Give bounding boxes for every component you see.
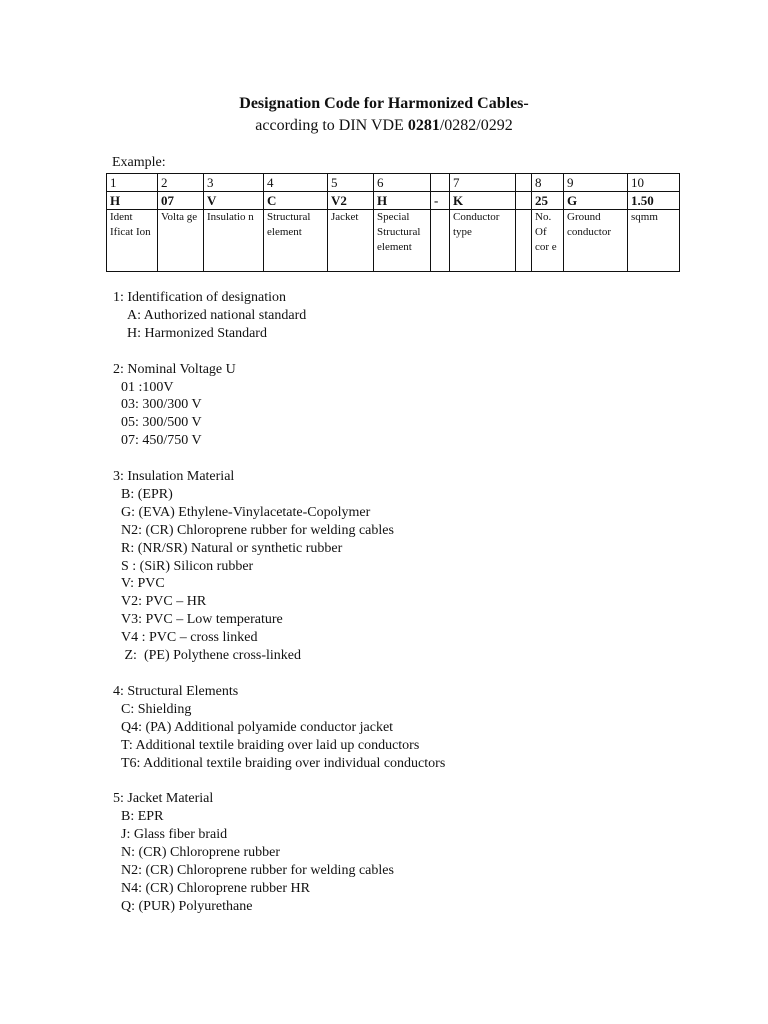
table-cell-number: 9 <box>564 174 628 192</box>
section-item: N: (CR) Chloroprene rubber <box>121 845 281 861</box>
section-item: V2: PVC – HR <box>121 594 207 610</box>
section-item: 07: 450/750 V <box>121 433 202 449</box>
table-row-descriptions <box>107 210 680 272</box>
table-cell-value: - <box>431 192 450 210</box>
section-item: N2: (CR) Chloroprene rubber for welding cables <box>121 522 394 538</box>
section-item: V3: PVC – Low temperature <box>121 612 283 628</box>
table-cell-number: 6 <box>374 174 431 192</box>
table-cell-number <box>431 174 450 192</box>
section-item: B: EPR <box>121 809 164 825</box>
section-spacer <box>113 343 445 361</box>
example-label: Example: <box>112 155 166 170</box>
section-item: V4 : PVC – cross linked <box>121 630 258 646</box>
table-cell-description: No. Of cor e <box>532 210 564 272</box>
table-cell-number: 10 <box>628 174 680 192</box>
table-cell-value: C <box>264 192 328 210</box>
table-cell-value: V <box>204 192 264 210</box>
section-item: 05: 300/500 V <box>121 415 202 431</box>
table-cell-number <box>516 174 532 192</box>
table-cell-value: 07 <box>158 192 204 210</box>
section-item: 03: 300/300 V <box>121 397 202 413</box>
section-item: N2: (CR) Chloroprene rubber for welding cables <box>121 862 394 878</box>
subtitle-prefix: according to DIN VDE <box>255 117 408 134</box>
table-cell-description: Insulatio n <box>204 210 264 272</box>
section-item: Q4: (PA) Additional polyamide conductor jacket <box>121 719 394 735</box>
table-cell-number: 5 <box>328 174 374 192</box>
section-item: T: Additional textile braiding over laid up conductors <box>121 737 420 753</box>
section-item: A: Authorized national standard <box>127 307 307 323</box>
table-row-numbers <box>107 174 680 192</box>
table-cell-description: sqmm <box>628 210 680 272</box>
table-cell-value: K <box>450 192 516 210</box>
code-sections <box>113 289 445 916</box>
table-cell-value: V2 <box>328 192 374 210</box>
code-section <box>113 683 445 773</box>
section-heading: 5: Jacket Material <box>113 791 214 807</box>
table-cell-value: H <box>107 192 158 210</box>
table-cell-number: 1 <box>107 174 158 192</box>
table-cell-description: Volta ge <box>158 210 204 272</box>
table-cell-value: H <box>374 192 431 210</box>
section-item: Z: (PE) Polythene cross-linked <box>121 648 302 664</box>
document-subtitle <box>0 117 768 135</box>
table-cell-number: 8 <box>532 174 564 192</box>
section-spacer <box>113 450 445 468</box>
section-item: T6: Additional textile braiding over individual conductors <box>121 755 446 771</box>
section-item: H: Harmonized Standard <box>127 325 267 341</box>
table-row-values <box>107 192 680 210</box>
section-heading: 3: Insulation Material <box>113 469 235 485</box>
table-cell-description: Conductor type <box>450 210 516 272</box>
section-item: V: PVC <box>121 576 165 592</box>
section-item: N4: (CR) Chloroprene rubber HR <box>121 880 310 896</box>
section-item: 01 :100V <box>121 379 174 395</box>
section-spacer <box>113 772 445 790</box>
document-title: Designation Code for Harmonized Cables- <box>239 95 529 112</box>
section-item: B: (EPR) <box>121 486 173 502</box>
table-cell-description: Ident Ificat Ion <box>107 210 158 272</box>
section-spacer <box>113 665 445 683</box>
table-cell-value: 25 <box>532 192 564 210</box>
code-section <box>113 468 445 665</box>
subtitle-suffix: /0282/0292 <box>439 117 513 134</box>
code-section <box>113 790 445 915</box>
table-cell-description <box>516 210 532 272</box>
table-cell-description: Structural element <box>264 210 328 272</box>
section-heading: 2: Nominal Voltage U <box>113 361 236 377</box>
section-heading: 1: Identification of designation <box>113 290 287 305</box>
code-section <box>113 289 445 343</box>
table-cell-value: G <box>564 192 628 210</box>
designation-code-table <box>106 173 680 272</box>
section-item: G: (EVA) Ethylene-Vinylacetate-Copolymer <box>121 504 371 520</box>
table-cell-number: 2 <box>158 174 204 192</box>
section-item: C: Shielding <box>121 701 192 717</box>
table-cell-value <box>516 192 532 210</box>
subtitle-bold-code: 0281 <box>407 117 440 134</box>
section-item: J: Glass fiber braid <box>121 827 228 843</box>
table-cell-number: 3 <box>204 174 264 192</box>
table-cell-description: Jacket <box>328 210 374 272</box>
table-cell-value: 1.50 <box>628 192 680 210</box>
table-cell-number: 7 <box>450 174 516 192</box>
section-heading: 4: Structural Elements <box>113 683 239 699</box>
code-section <box>113 361 445 451</box>
table-cell-description: Ground conductor <box>564 210 628 272</box>
table-cell-number: 4 <box>264 174 328 192</box>
table-cell-description <box>431 210 450 272</box>
table-cell-description: Special Structural element <box>374 210 431 272</box>
section-item: R: (NR/SR) Natural or synthetic rubber <box>121 540 343 556</box>
section-item: S : (SiR) Silicon rubber <box>121 558 254 574</box>
section-item: Q: (PUR) Polyurethane <box>121 898 253 914</box>
